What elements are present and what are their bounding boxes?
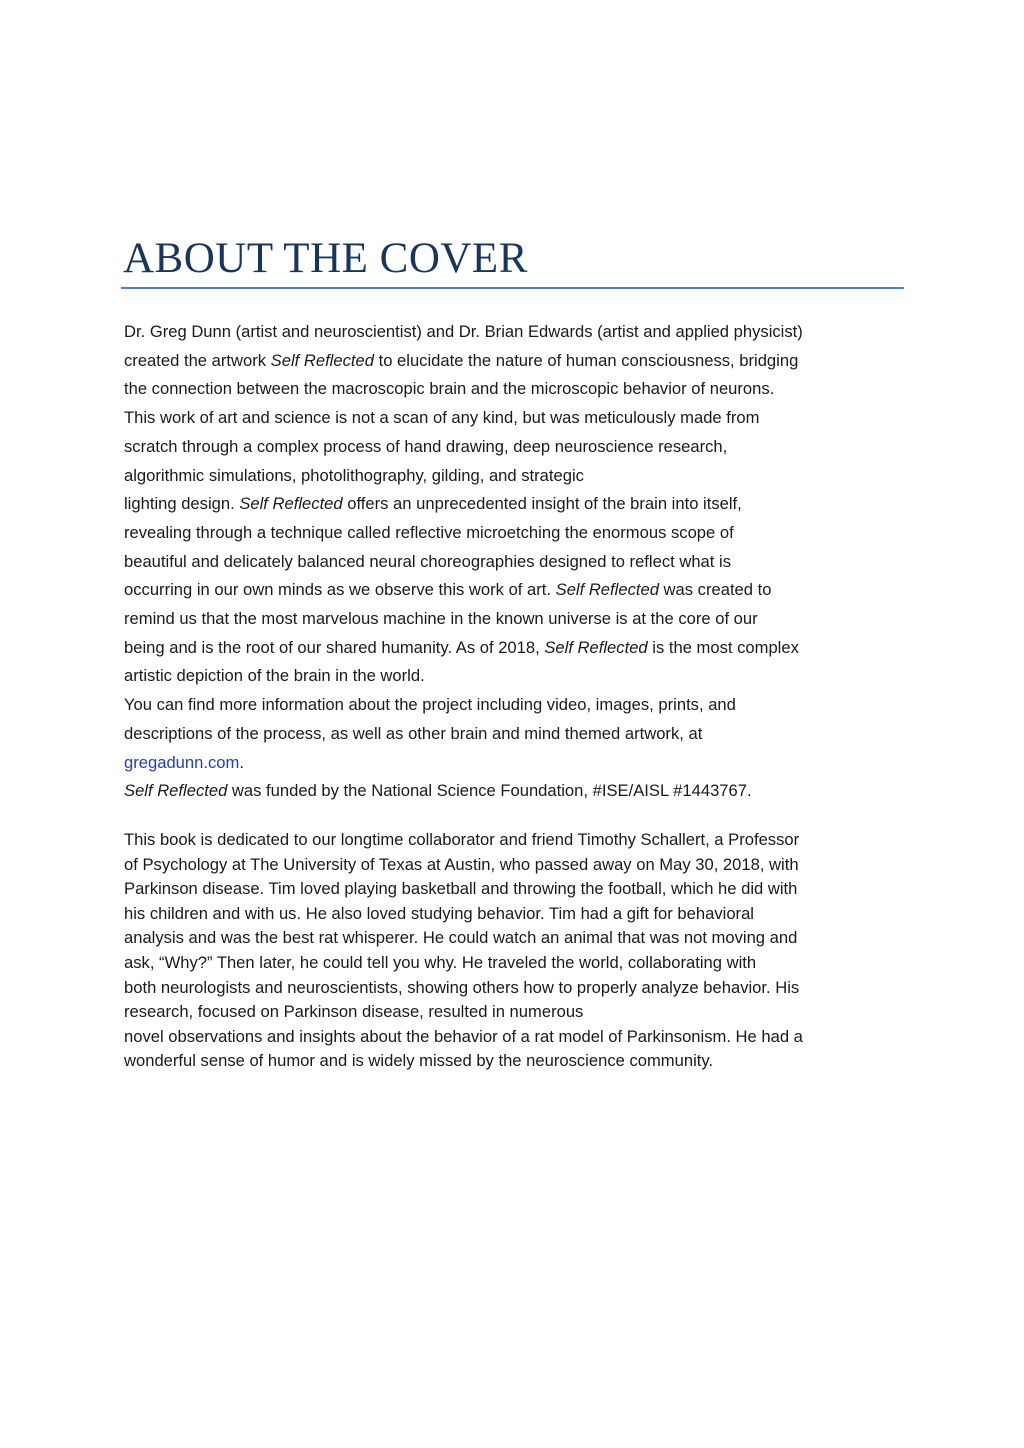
- dedication-line: of Psychology at The University of Texas at Austin, who passed away on May 30, 2018, with: [124, 854, 799, 874]
- cover-line: You can find more information about the project including video, images, prints, and: [124, 695, 736, 715]
- cover-line: This work of art and science is not a scan of any kind, but was meticulously made from: [124, 408, 760, 428]
- cover-line: being and is the root of our shared humanity. As of 2018, Self Reflected is the most complex: [124, 637, 799, 657]
- artwork-title: Self Reflected: [544, 637, 648, 657]
- cover-line: scratch through a complex process of hand drawing, deep neuroscience research,: [124, 436, 728, 456]
- website-link[interactable]: gregadunn.com: [124, 752, 240, 772]
- artwork-title: Self Reflected: [270, 350, 374, 370]
- cover-line: the connection between the macroscopic brain and the microscopic behavior of neurons.: [124, 379, 775, 399]
- cover-line: algorithmic simulations, photolithography, gilding, and strategic: [124, 465, 584, 485]
- dedication-line: his children and with us. He also loved studying behavior. Tim had a gift for behavioral: [124, 903, 754, 923]
- cover-line: lighting design. Self Reflected offers an unprecedented insight of the brain into itself,: [124, 494, 742, 514]
- dedication-line: novel observations and insights about the behavior of a rat model of Parkinsonism. He had a: [124, 1026, 803, 1046]
- dedication-line: wonderful sense of humor and is widely missed by the neuroscience community.: [124, 1051, 714, 1071]
- title-underline-rule: [121, 287, 904, 289]
- cover-line: remind us that the most marvelous machine in the known universe is at the core of our: [124, 609, 758, 629]
- funding-line: Self Reflected was funded by the National Science Foundation, #ISE/AISL #1443767.: [124, 781, 752, 801]
- cover-line: beautiful and delicately balanced neural choreographies designed to reflect what is: [124, 551, 731, 571]
- cover-line: occurring in our own minds as we observe this work of art. Self Reflected was created to: [124, 580, 772, 600]
- cover-line: created the artwork Self Reflected to elucidate the nature of human consciousness, bridging: [124, 350, 799, 370]
- dedication-line: research, focused on Parkinson disease, resulted in numerous: [124, 1002, 584, 1022]
- dedication-line: This book is dedicated to our longtime collaborator and friend Timothy Schallert, a Professor: [124, 830, 800, 849]
- artwork-title: Self Reflected: [124, 781, 228, 801]
- cover-line: revealing through a technique called reflective microetching the enormous scope of: [124, 522, 734, 542]
- dedication-line: ask, “Why?” Then later, he could tell you why. He traveled the world, collaborating with: [124, 952, 757, 972]
- artwork-title: Self Reflected: [239, 494, 343, 514]
- artwork-title: Self Reflected: [555, 580, 659, 600]
- dedication-line: analysis and was the best rat whisperer. He could watch an animal that was not moving and: [124, 928, 798, 948]
- cover-line: descriptions of the process, as well as other brain and mind themed artwork, at: [124, 723, 703, 743]
- dedication-line: both neurologists and neuroscientists, showing others how to properly analyze behavior. His: [124, 977, 800, 997]
- cover-line: Dr. Greg Dunn (artist and neuroscientist) and Dr. Brian Edwards (artist and applied physicist): [124, 322, 803, 341]
- cover-paragraph: [124, 318, 914, 806]
- cover-line: artistic depiction of the brain in the world.: [124, 666, 425, 686]
- dedication-line: Parkinson disease. Tim loved playing basketball and throwing the football, which he did with: [124, 879, 798, 899]
- website-line: gregadunn.com.: [124, 752, 244, 772]
- page-title: ABOUT THE COVER: [123, 235, 528, 282]
- dedication-paragraph: [124, 828, 914, 1074]
